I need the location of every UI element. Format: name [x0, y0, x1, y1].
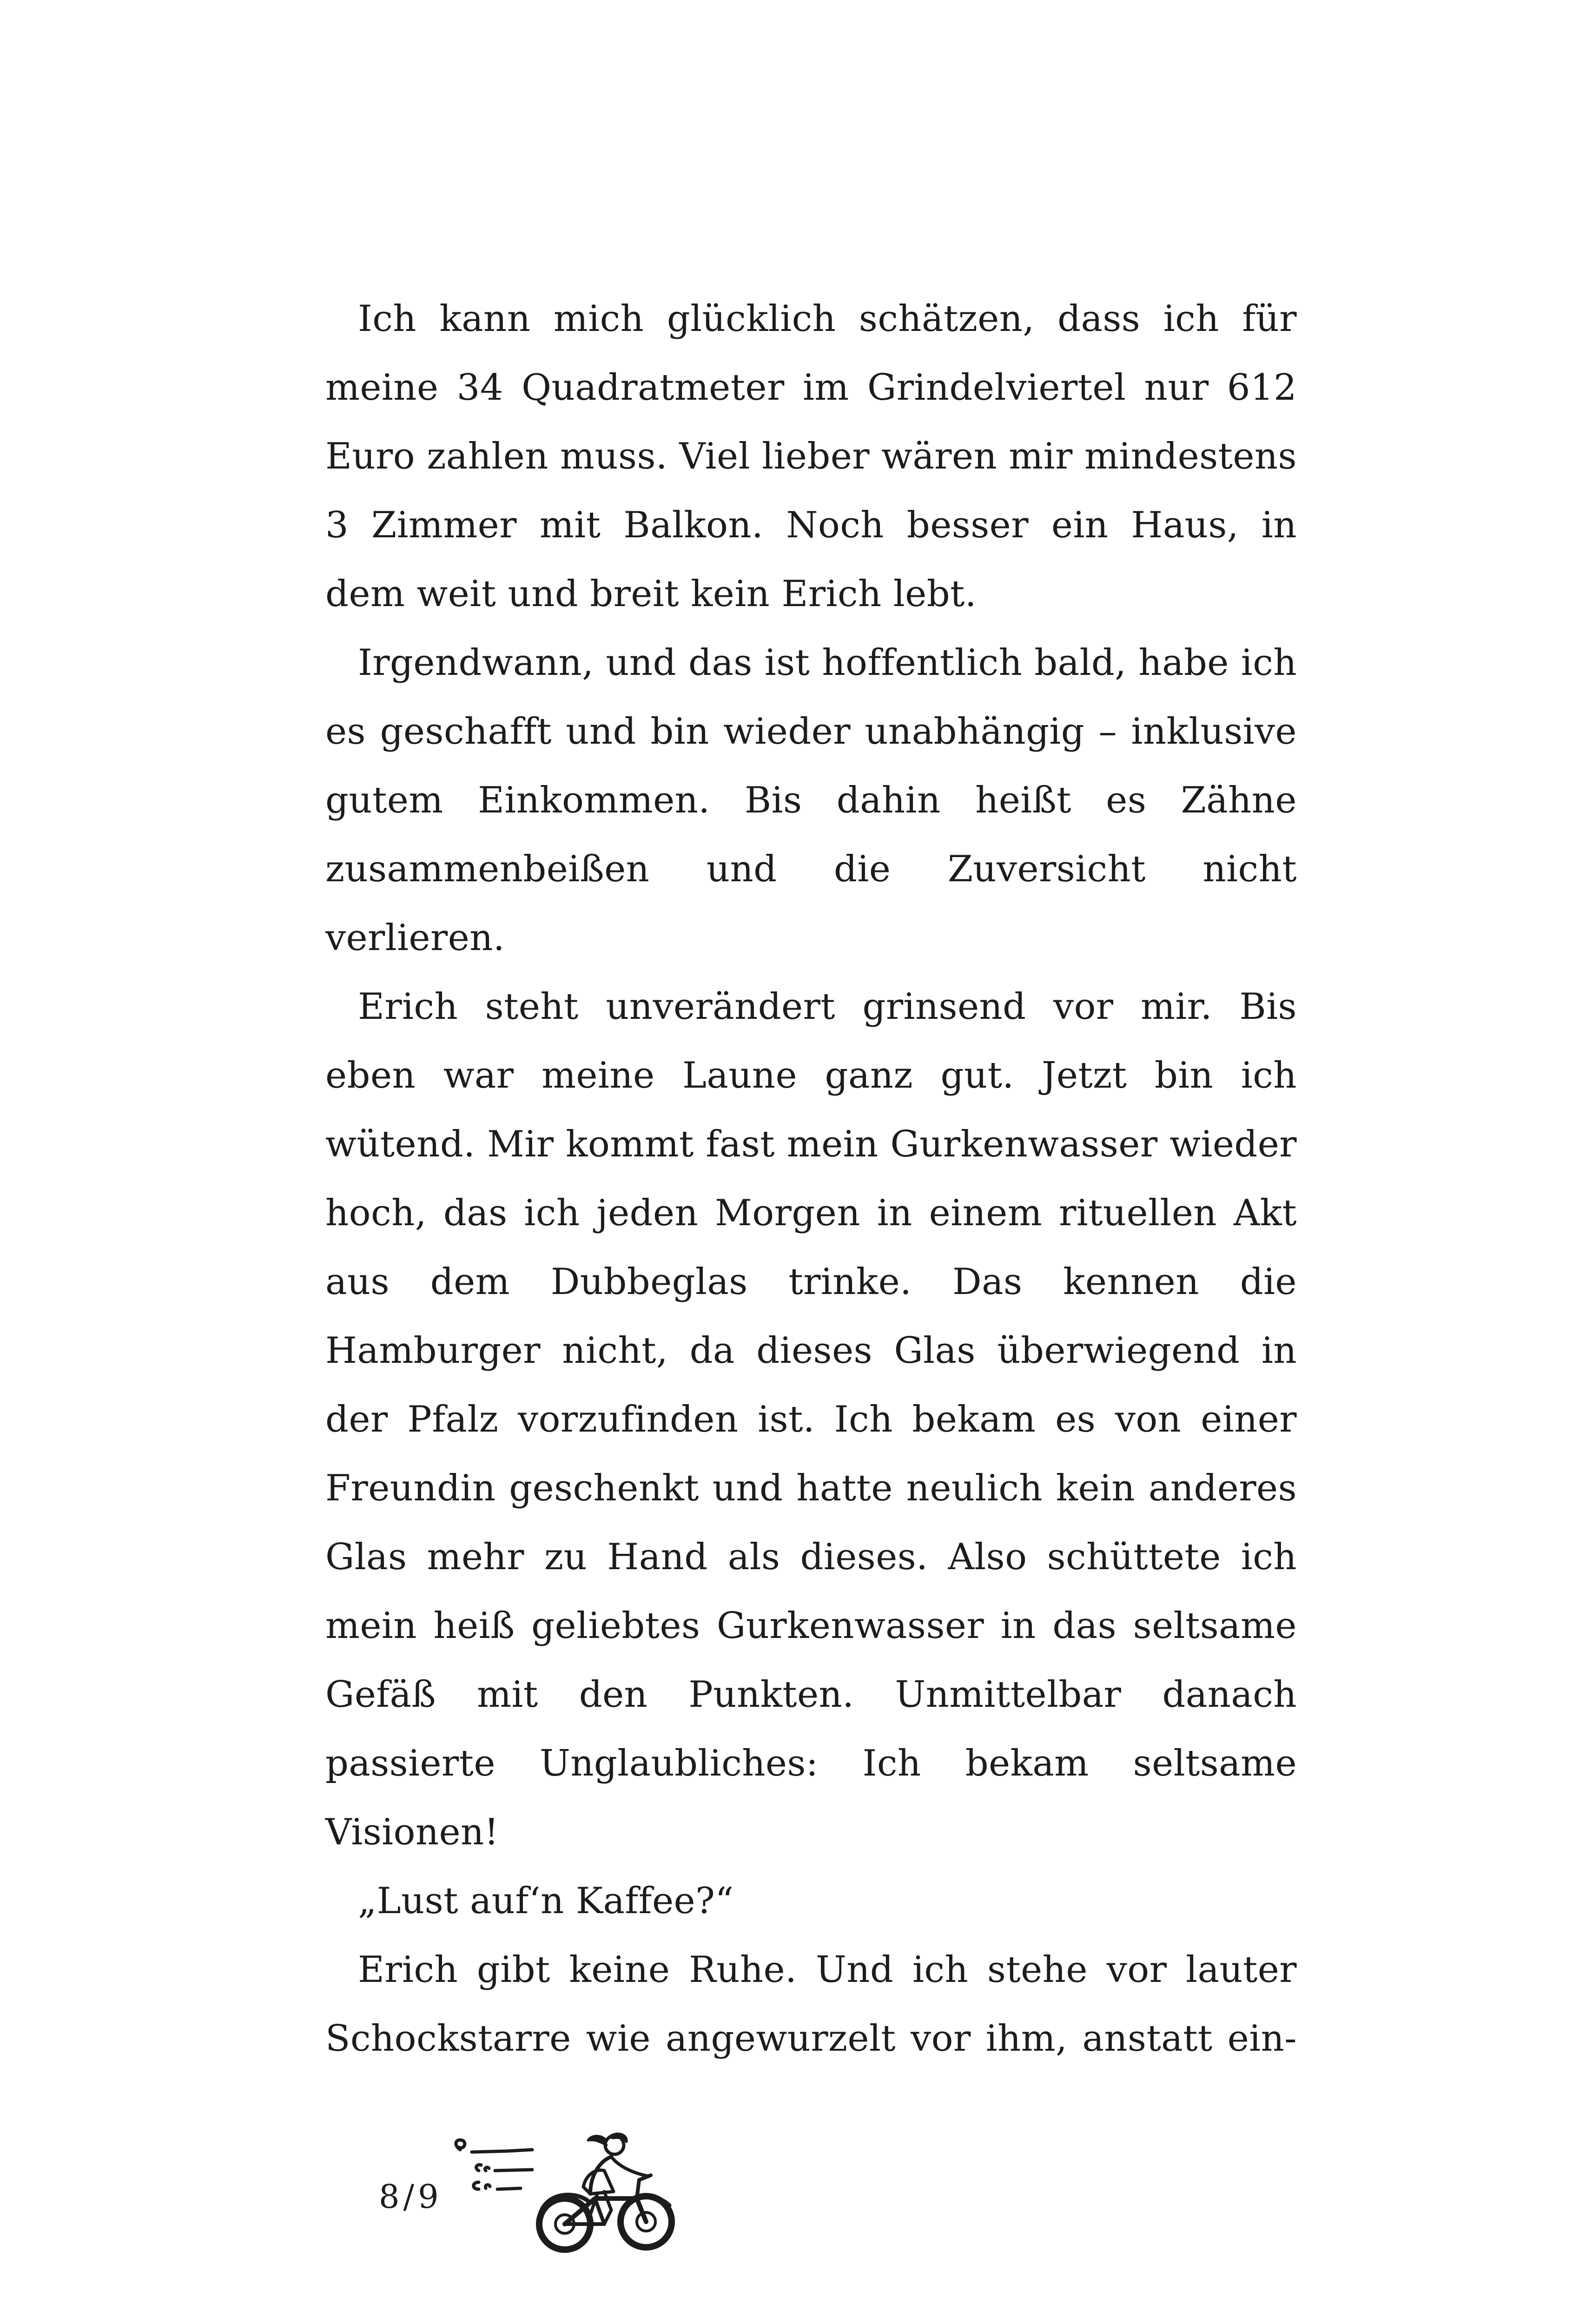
page-footer: [325, 2124, 697, 2264]
body-text: [325, 284, 1297, 2073]
woman-on-bicycle-icon: [451, 2124, 683, 2264]
paragraph-4: „Lust auf‘n Kaffee?“: [358, 1880, 734, 1922]
paragraph-1: Ich kann mich glücklich schätzen, dass ich für meine 34 Quadratmeter im Grindelviertel nur 612 Euro zahlen muss. Viel lieber wären mir mindestens 3 Zimmer mit Balkon. Noch besser ein Haus, in dem weit und breit kein Erich lebt.: [325, 298, 1297, 615]
paragraph-5: Erich gibt keine Ruhe. Und ich stehe vor lauter Schockstarre wie angewurzelt vor ihm, anstatt ein-: [325, 1949, 1297, 2060]
paragraph-2: Irgendwann, und das ist hoffentlich bald, habe ich es geschafft und bin wieder unabhängig – inklusive gutem Einkommen. Bis dahin heißt es Zähne zusammenbeißen und die Zuversicht nicht verlieren.: [325, 642, 1297, 959]
page-number: 8/9: [379, 2178, 443, 2216]
paragraph-3: Erich steht unverändert grinsend vor mir. Bis eben war meine Laune ganz gut. Jetzt bin ich wütend. Mir kommt fast mein Gurkenwasser wieder hoch, das ich jeden Morgen in einem rituellen Akt aus dem Dubbeglas trinke. Das kennen die Hamburger nicht, da dieses Glas überwiegend in der Pfalz vorzufinden ist. Ich bekam es von einer Freundin geschenkt und hatte neulich kein anderes Glas mehr zu Hand als dieses. Also schüttete ich mein heiß geliebtes Gurkenwasser in das seltsame Gefäß mit den Punkten. Unmittelbar danach passierte Unglaubliches: Ich bekam seltsame Visionen!: [325, 986, 1297, 1853]
